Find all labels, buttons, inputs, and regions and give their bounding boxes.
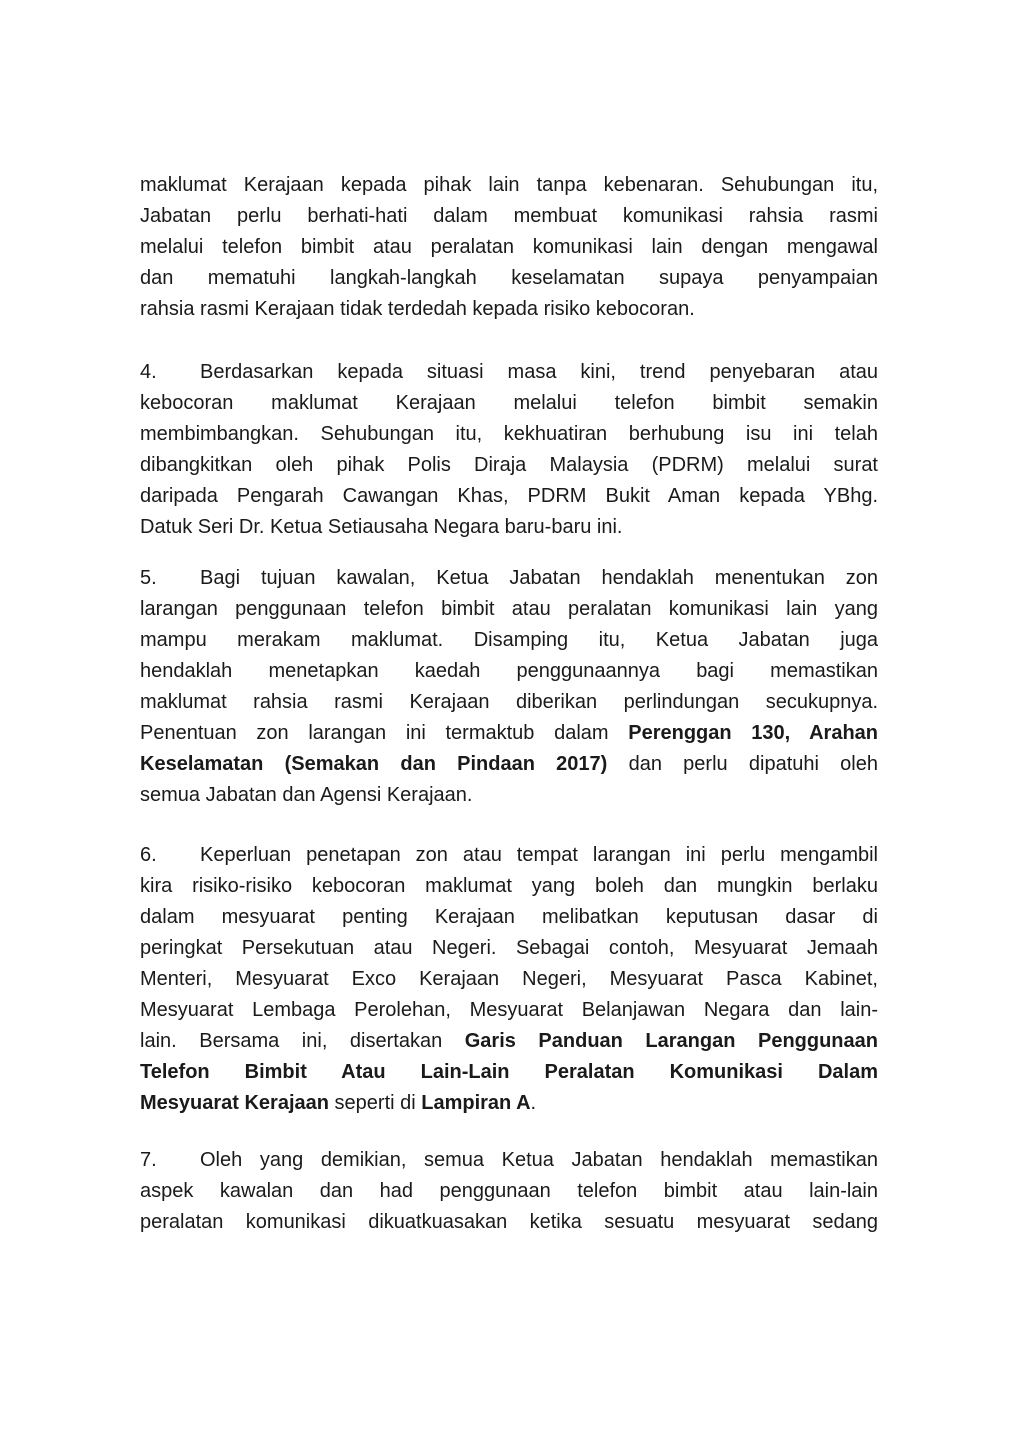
text-line <box>140 232 878 263</box>
text: semua Jabatan dan Agensi Kerajaan. <box>140 784 473 806</box>
text: melalui telefon bimbit atau peralatan komunikasi lain dengan mengawal <box>140 236 878 258</box>
paragraph-number: 6. <box>140 844 157 866</box>
text-line <box>140 1026 878 1057</box>
text: Mesyuarat Lembaga Perolehan, Mesyuarat Belanjawan Negara dan lain- <box>140 999 878 1021</box>
text: maklumat Kerajaan kepada pihak lain tanpa kebenaran. Sehubungan itu, <box>140 174 878 196</box>
text: Jabatan perlu berhati-hati dalam membuat komunikasi rahsia rasmi <box>140 205 878 227</box>
text: Penentuan zon larangan ini termaktub dalam <box>140 722 629 744</box>
text-line <box>140 294 878 325</box>
text: Datuk Seri Dr. Ketua Setiausaha Negara baru-baru ini. <box>140 516 623 538</box>
text: maklumat rahsia rasmi Kerajaan diberikan perlindungan secukupnya. <box>140 691 878 713</box>
text: daripada Pengarah Cawangan Khas, PDRM Bukit Aman kepada YBhg. <box>140 485 878 507</box>
text-line <box>140 718 878 749</box>
text-line <box>140 512 878 543</box>
text-line <box>140 902 878 933</box>
text: Oleh yang demikian, semua Ketua Jabatan hendaklah memastikan <box>200 1149 878 1171</box>
text-line <box>140 871 878 902</box>
text: Bagi tujuan kawalan, Ketua Jabatan hendaklah menentukan zon <box>200 567 878 589</box>
paragraph <box>140 170 878 325</box>
text: dalam mesyuarat penting Kerajaan melibatkan keputusan dasar di <box>140 906 878 928</box>
bold-text: Mesyuarat Kerajaan <box>140 1092 329 1114</box>
text: kebocoran maklumat Kerajaan melalui telefon bimbit semakin <box>140 392 878 414</box>
text-line <box>140 933 878 964</box>
text-line <box>140 1207 878 1238</box>
text: . <box>530 1092 537 1114</box>
text-line <box>140 656 878 687</box>
text: larangan penggunaan telefon bimbit atau peralatan komunikasi lain yang <box>140 598 878 620</box>
text-line <box>140 1145 878 1176</box>
text-line <box>140 840 878 871</box>
paragraph <box>140 1145 878 1238</box>
text-line <box>140 357 878 388</box>
text: kira risiko-risiko kebocoran maklumat yang boleh dan mungkin berlaku <box>140 875 878 897</box>
paragraph-number: 7. <box>140 1149 157 1171</box>
text: peringkat Persekutuan atau Negeri. Sebagai contoh, Mesyuarat Jemaah <box>140 937 878 959</box>
text: dibangkitkan oleh pihak Polis Diraja Malaysia (PDRM) melalui surat <box>140 454 878 476</box>
text: aspek kawalan dan had penggunaan telefon bimbit atau lain-lain <box>140 1180 878 1202</box>
paragraph <box>140 840 878 1119</box>
text-line <box>140 1088 878 1119</box>
bold-text: Lampiran A <box>421 1092 531 1114</box>
text-line <box>140 749 878 780</box>
bold-text: Keselamatan (Semakan dan Pindaan 2017) <box>140 753 608 775</box>
text-line <box>140 263 878 294</box>
text-line <box>140 1176 878 1207</box>
text: rahsia rasmi Kerajaan tidak terdedah kepada risiko kebocoran. <box>140 298 695 320</box>
paragraph <box>140 357 878 543</box>
text-line <box>140 419 878 450</box>
paragraph <box>140 563 878 811</box>
text-line <box>140 964 878 995</box>
bold-text: Telefon Bimbit Atau Lain-Lain Peralatan Komunikasi Dalam <box>140 1061 878 1083</box>
text-line <box>140 594 878 625</box>
text-line <box>140 995 878 1026</box>
bold-text: Perenggan 130, Arahan <box>628 722 879 744</box>
text: hendaklah menetapkan kaedah penggunaannya bagi memastikan <box>140 660 878 682</box>
text: mampu merakam maklumat. Disamping itu, Ketua Jabatan juga <box>140 629 878 651</box>
text: dan mematuhi langkah-langkah keselamatan supaya penyampaian <box>140 267 878 289</box>
text-line <box>140 563 878 594</box>
text: Keperluan penetapan zon atau tempat larangan ini perlu mengambil <box>200 844 878 866</box>
text-line <box>140 780 878 811</box>
text-line <box>140 481 878 512</box>
text: dan perlu dipatuhi oleh <box>607 753 878 775</box>
text-line <box>140 201 878 232</box>
text: membimbangkan. Sehubungan itu, kekhuatiran berhubung isu ini telah <box>140 423 878 445</box>
text-line <box>140 388 878 419</box>
paragraph-number: 5. <box>140 567 157 589</box>
bold-text: Garis Panduan Larangan Penggunaan <box>464 1030 878 1052</box>
text-line <box>140 450 878 481</box>
text-line <box>140 625 878 656</box>
text: Berdasarkan kepada situasi masa kini, trend penyebaran atau <box>200 361 878 383</box>
text-line <box>140 1057 878 1088</box>
text-line <box>140 687 878 718</box>
text: Menteri, Mesyuarat Exco Kerajaan Negeri, Mesyuarat Pasca Kabinet, <box>140 968 878 990</box>
text: lain. Bersama ini, disertakan <box>140 1030 465 1052</box>
paragraph-number: 4. <box>140 361 157 383</box>
text-line <box>140 170 878 201</box>
text: peralatan komunikasi dikuatkuasakan ketika sesuatu mesyuarat sedang <box>140 1211 878 1233</box>
text: seperti di <box>328 1092 422 1114</box>
